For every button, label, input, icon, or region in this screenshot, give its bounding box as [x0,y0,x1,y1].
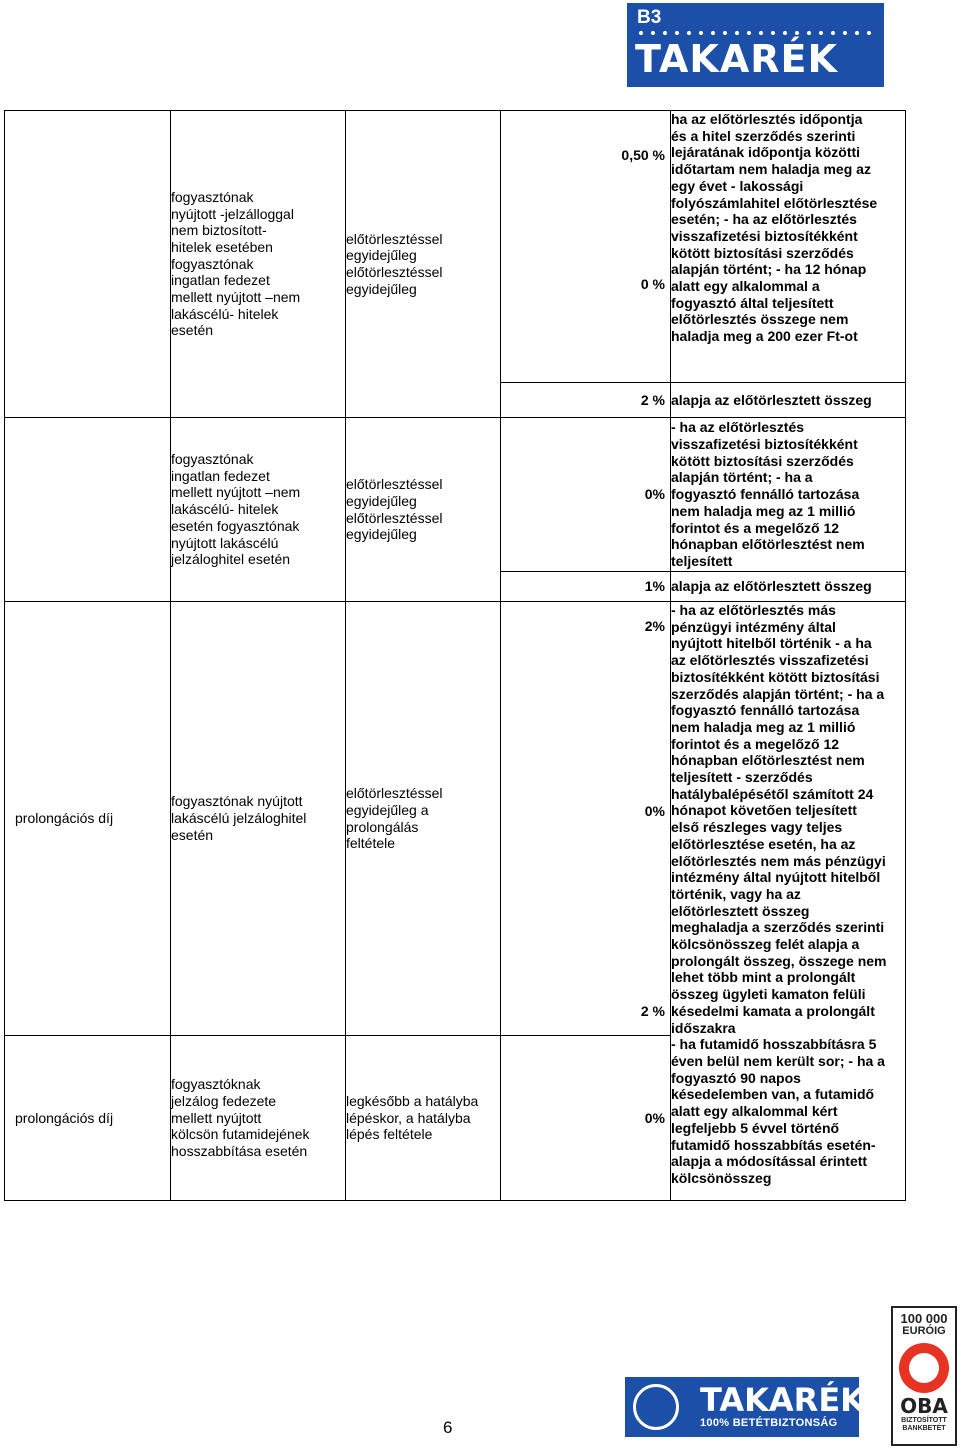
table-row [5,418,906,572]
row-label [5,1036,171,1201]
rate-value: 0,50 % [621,147,665,163]
rate-value: 0% [501,418,671,572]
row-label-empty [5,111,171,418]
logo-dots [635,30,875,36]
footer-logo-name: TAKARÉK [700,1381,865,1419]
logo-prefix: B3 [637,7,662,28]
rate-value: 0 % [640,275,665,292]
base-text: alapja az előtörlesztett összeg [671,383,906,418]
label-text: prolongációs díj [15,810,114,827]
takarek-footer-logo [625,1377,865,1437]
condition-text: ha az előtörlesztés időpontja és a hitel szerződés szerinti lejáratának időpontja közötti időtartam nem haladja meg az egy évet - lakossági folyószámlahitel előtörlesztése esetén; - ha az előtörlesztés visszafizetési biztosítékként kötött biztosítási szerződés alapján történt; - ha 12 hónap alatt egy alkalommal a fogyasztó által teljesített előtörlesztés összege nem haladja meg a 200 ezer Ft-ot [671,111,878,345]
condition-cell [671,418,906,572]
rate-value: 2% [644,618,665,634]
condition-cell [671,111,906,383]
oba-line1: BIZTOSÍTOTT [901,1417,947,1424]
category-text: fogyasztónak nyújtott lakáscélú jelzáloghitel esetén [171,793,307,843]
oba-currency: EURÓIG [902,1325,946,1337]
timing-text: előtörlesztéssel egyidejűleg előtörlesztéssel egyidejűleg [346,476,443,543]
oba-name: OBA [900,1394,948,1418]
rate-value: 0% [644,802,665,819]
rate-cell [501,602,671,1036]
condition-text: - ha az előtörlesztés visszafizetési biztosítékként kötött biztosítási szerződés alapján történt; - ha a fogyasztó fennálló tartozása nem haladja meg az 1 millió forintot és a megelőző 12 hónapban előtörlesztést nem teljesített [671,419,865,569]
row-timing [346,602,501,1036]
timing-text: előtörlesztéssel egyidejűleg a prolongálás feltétele [346,785,443,852]
rate-value: 0% [501,1036,671,1201]
oba-ring-icon [899,1343,949,1393]
condition-cell [671,602,906,1201]
rate-value: 2 % [640,1003,665,1020]
base-text: alapja az előtörlesztett összeg [671,572,906,602]
footer-logo-tagline: 100% BETÉTBIZTONSÁG [700,1417,838,1429]
takarek-logo [627,3,884,87]
row-timing [346,1036,501,1201]
row-label-empty [5,418,171,602]
logo-circle-icon [633,1384,679,1430]
row-label [5,602,171,1036]
condition-text: - ha futamidő hosszabbításra 5 éven belül nem került sor; - ha a fogyasztó 90 napos késedelemben van, a futamidő alatt egy alkalommal kért legfeljebb 5 évvel történő futamidő hosszabbítás esetén- alapja a módosítással érintett kölcsönösszeg [671,1036,885,1186]
table-row [5,111,906,383]
base-rate: 1% [501,572,671,602]
row-timing [346,418,501,602]
oba-badge [891,1306,957,1446]
logo-name: TAKARÉK [635,37,838,81]
page-number: 6 [443,1418,453,1437]
rate-cell [501,111,671,383]
category-text: fogyasztónak nyújtott -jelzálloggal nem biztosított- hitelek esetében fogyasztónak ingatlan fedezet mellett nyújtott –nem lakáscélú- hitelek esetén [171,188,301,339]
category-text: fogyasztóknak jelzálog fedezete mellett nyújtott kölcsön futamidejének hosszabbítása esetén [171,1076,310,1160]
timing-text: legkésőbb a hatályba lépéskor, a hatályba lépés feltétele [346,1092,479,1143]
row-category [171,111,346,418]
row-category [171,602,346,1036]
row-category [171,418,346,602]
base-rate: 2 % [501,383,671,418]
condition-text: - ha az előtörlesztés más pénzügyi intézmény által nyújtott hitelből történik - a ha az előtörlesztés visszafizetési biztosítékként kötött biztosítási szerződés alapján történt; - ha a fogyasztó fennálló tartozása nem haladja meg az 1 millió forintot és a megelőző 12 hónapban előtörlesztést nem teljesített - szerződés hatálybalépésétől számított 24 hónapot követően teljesített első részleges vagy teljes előtörlesztése esetén, ha az előtörlesztés nem más pénzügyi intézmény által nyújtott hitelből történik, vagy ha az előtörlesztett összeg meghaladja a szerződés szerinti kölcsönösszeg felét alapja a prolongált összeg, összege nem lehet több mint a prolongált összeg ügyleti kamaton felüli késedelmi kamata a prolongált időszakra [671,602,887,1036]
row-timing [346,111,501,418]
oba-amount: 100 000 [900,1311,948,1326]
fee-table [4,110,906,1201]
oba-line2: BANKBETÉT [902,1425,946,1432]
table-row [5,602,906,1036]
timing-text: előtörlesztéssel egyidejűleg előtörlesztéssel egyidejűleg [346,230,443,297]
category-text: fogyasztónak ingatlan fedezet mellett nyújtott –nem lakáscélú- hitelek esetén fogyasztónak nyújtott lakáscélú jelzáloghitel esetén [171,451,301,568]
row-category [171,1036,346,1201]
label-text: prolongációs díj [15,1109,114,1126]
